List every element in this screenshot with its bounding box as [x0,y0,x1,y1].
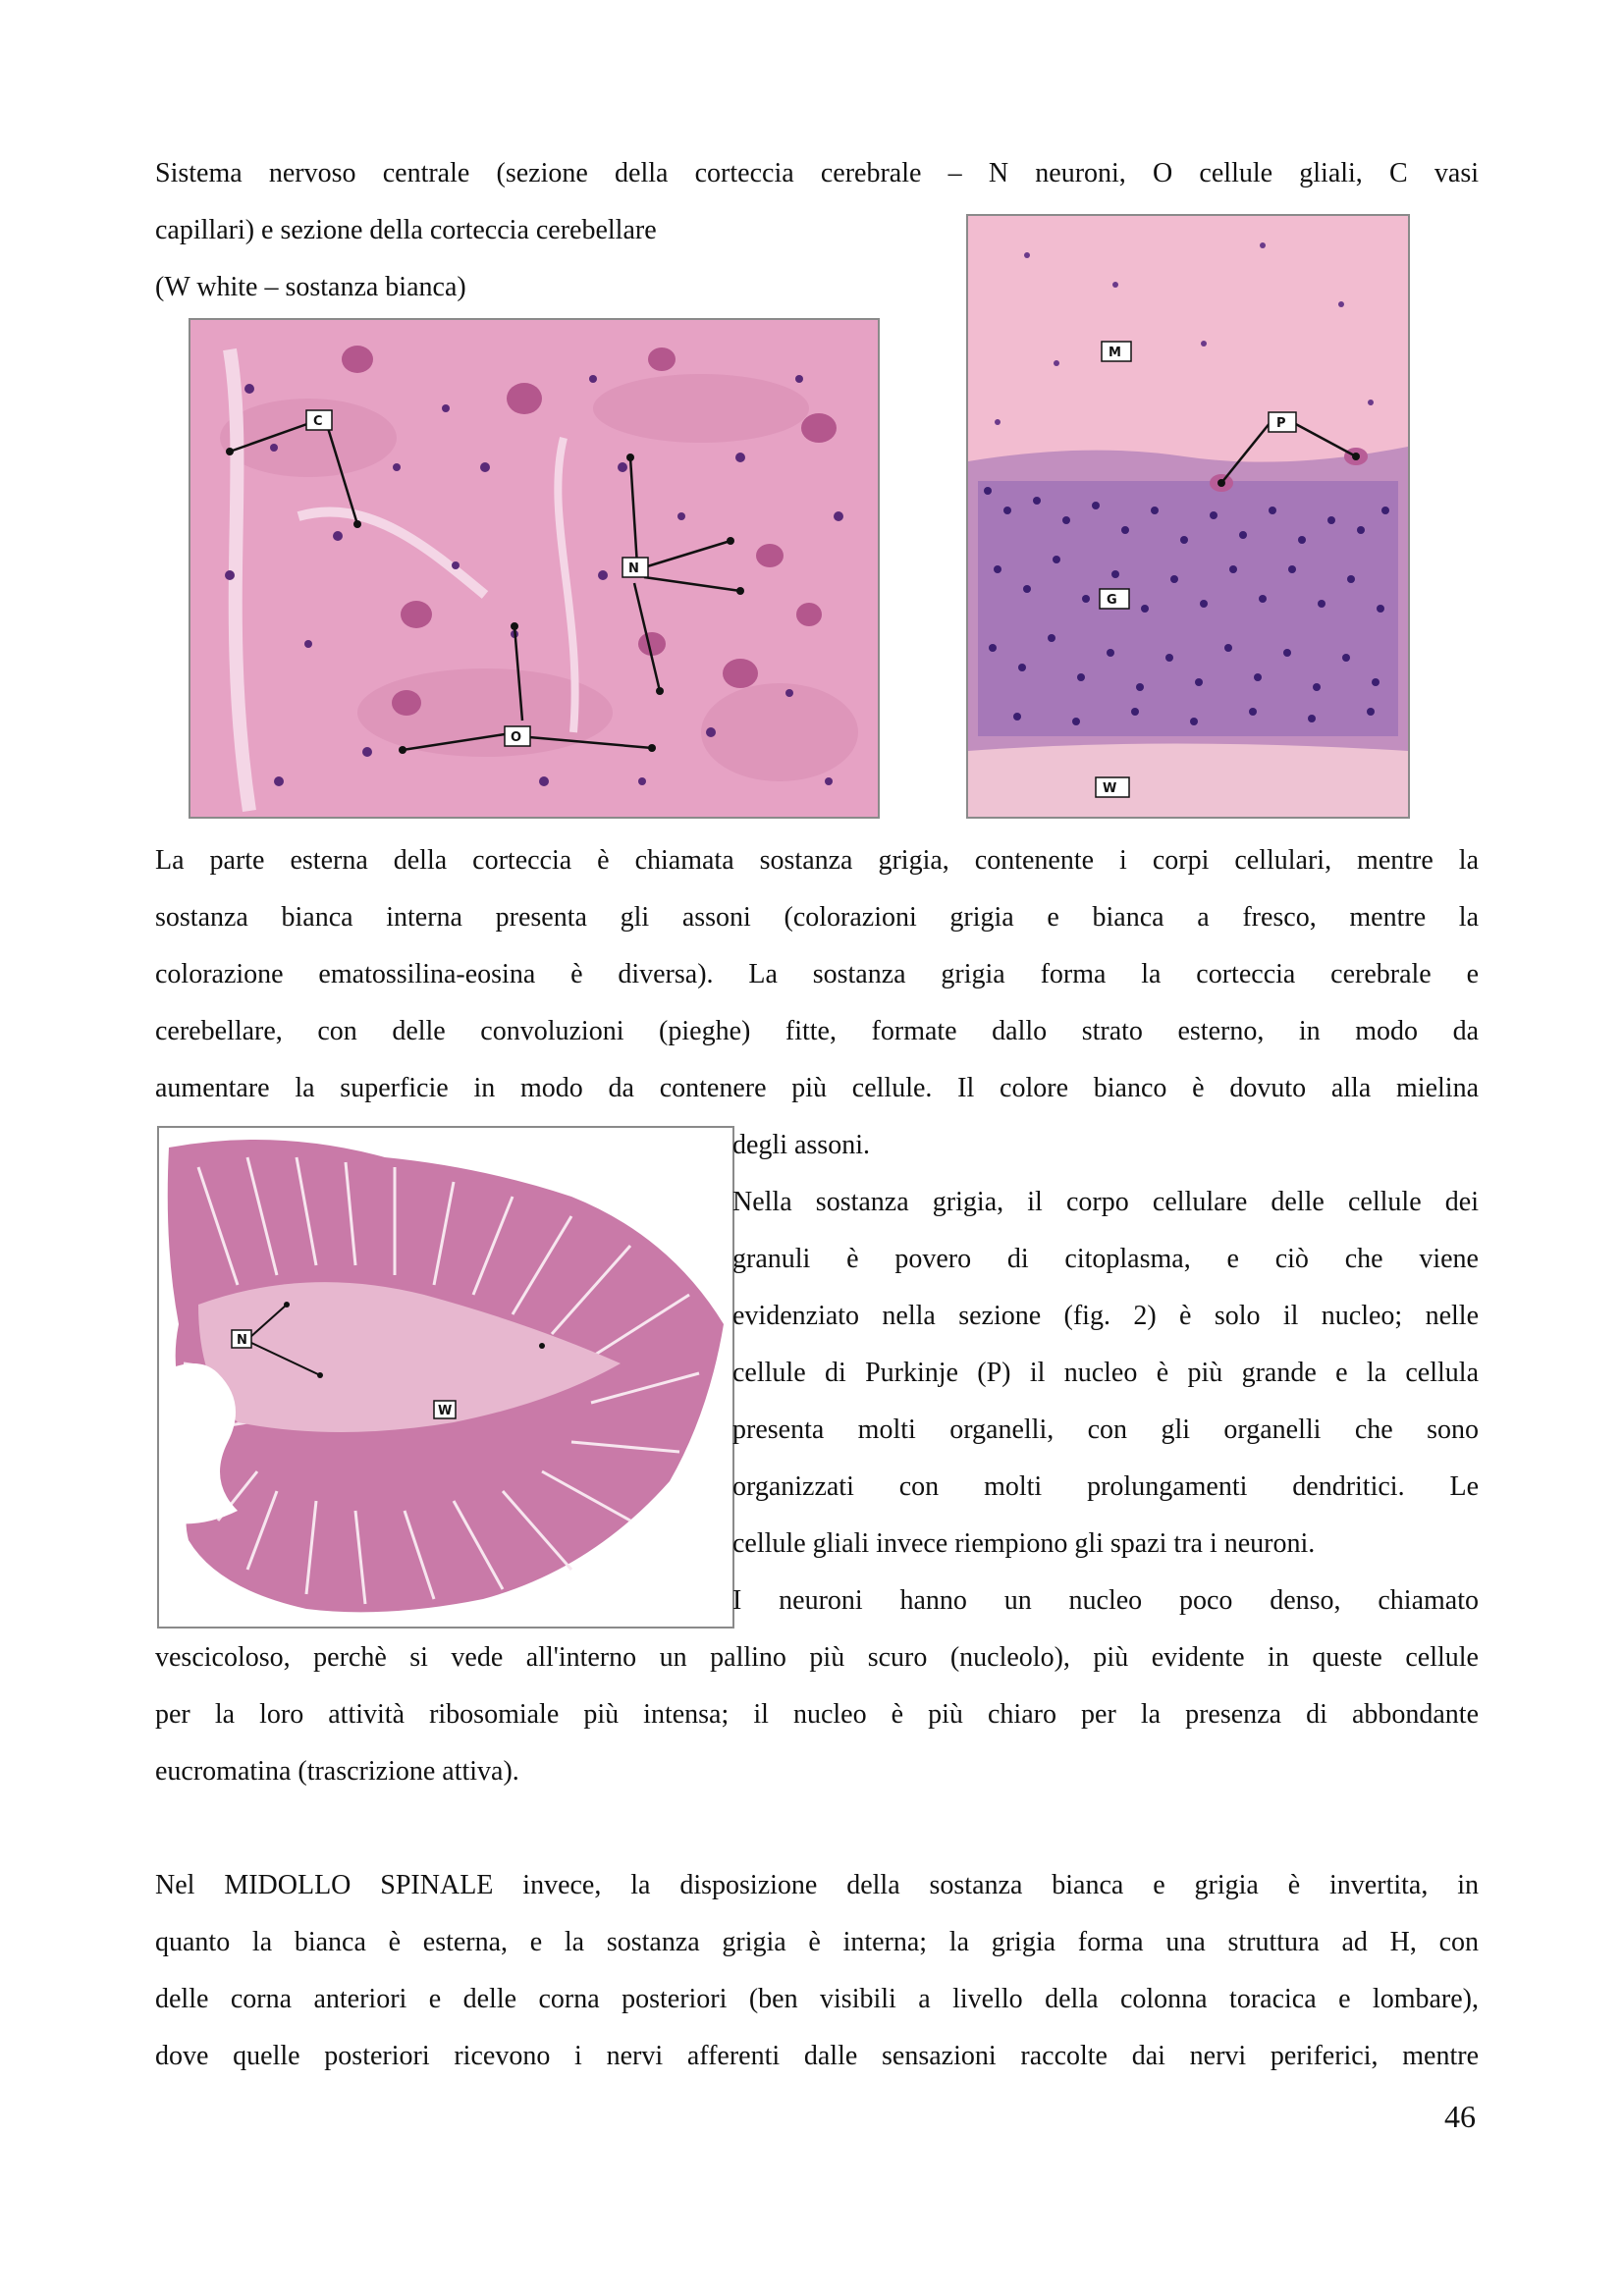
svg-text:O: O [511,730,522,745]
paragraph-line: cellule di Purkinje (P) il nucleo è più grande e la cellula [732,1358,1479,1388]
paragraph-cerebellar-cells-continued [155,1629,1479,1800]
paragraph-line: vescicoloso, perchè si vede all'interno un pallino più scuro (nucleolo), più evidente in queste cellule [155,1642,1479,1673]
paragraph-line: cellule gliali invece riempiono gli spazi tra i neuroni. [732,1528,1316,1559]
paragraph-line: La parte esterna della corteccia è chiamata sostanza grigia, contenente i corpi cellulari, mentre la [155,845,1479,876]
svg-text:M: M [1109,346,1121,360]
paragraph-line: granuli è povero di citoplasma, e ciò che viene [732,1244,1479,1274]
cerebellar-cortex-micrograph [966,214,1410,819]
label-n [232,1330,251,1348]
svg-text:P: P [1276,416,1286,431]
paragraph-line: organizzati con molti prolungamenti dendritici. Le [732,1471,1479,1502]
paragraph-line: presenta molti organelli, con gli organelli che sono [732,1415,1479,1445]
label-o [505,726,530,746]
cerebral-cortex-micrograph [189,318,880,819]
svg-text:N: N [628,561,639,576]
paragraph-line: Nella sostanza grigia, il corpo cellulare delle cellule dei [732,1187,1479,1217]
label-n [622,558,648,577]
svg-text:W: W [1103,781,1117,796]
paragraph-line: delle corna anteriori e delle corna posteriori (ben visibili a livello della colonna toracica e lombare), [155,1984,1479,2014]
figure-caption-line-3: (W white – sostanza bianca) [155,272,466,302]
paragraph-line: aumentare la superficie in modo da contenere più cellule. Il colore bianco è dovuto alla mielina [155,1073,1479,1103]
paragraph-line: eucromatina (trascrizione attiva). [155,1756,519,1787]
paragraph-line: dove quelle posteriori ricevono i nervi afferenti dalle sensazioni raccolte dai nervi periferici, mentre [155,2041,1479,2071]
paragraph-line: sostanza bianca interna presenta gli assoni (colorazioni grigia e bianca a fresco, mentre la [155,902,1479,933]
paragraph-gray-matter [155,832,1479,1117]
label-c [306,410,332,430]
label-p [1269,412,1296,432]
figure-caption-line-1: Sistema nervoso centrale (sezione della corteccia cerebrale – N neuroni, O cellule gliali, C vasi [155,158,1479,188]
cerebellum-section-micrograph [157,1126,734,1629]
paragraph-cerebellar-cells [732,1117,1479,1629]
svg-text:W: W [438,1404,453,1418]
label-w [434,1401,456,1418]
svg-text:C: C [313,414,323,429]
paragraph-line: Nel MIDOLLO SPINALE invece, la disposizione della sostanza bianca e grigia è invertita, in [155,1870,1479,1900]
paragraph-line: quanto la bianca è esterna, e la sostanza grigia è interna; la grigia forma una struttura ad H, con [155,1927,1479,1957]
paragraph-line: cerebellare, con delle convoluzioni (pieghe) fitte, formate dallo strato esterno, in modo da [155,1016,1479,1046]
paragraph-spinal-cord [155,1857,1479,2085]
label-m [1102,342,1131,361]
svg-text:N: N [237,1333,247,1348]
paragraph-line: colorazione ematossilina-eosina è diversa). La sostanza grigia forma la corteccia cerebrale e [155,959,1479,989]
page-number: 46 [1444,2099,1476,2134]
svg-text:G: G [1107,593,1117,608]
label-g [1100,589,1129,609]
label-w [1096,777,1129,797]
figure-caption-line-2: capillari) e sezione della corteccia cerebellare [155,215,657,245]
paragraph-line: I neuroni hanno un nucleo poco denso, chiamato [732,1585,1479,1616]
paragraph-line: per la loro attività ribosomiale più intensa; il nucleo è più chiaro per la presenza di abbondante [155,1699,1479,1730]
paragraph-line: degli assoni. [732,1130,870,1160]
paragraph-line: evidenziato nella sezione (fig. 2) è solo il nucleo; nelle [732,1301,1479,1331]
